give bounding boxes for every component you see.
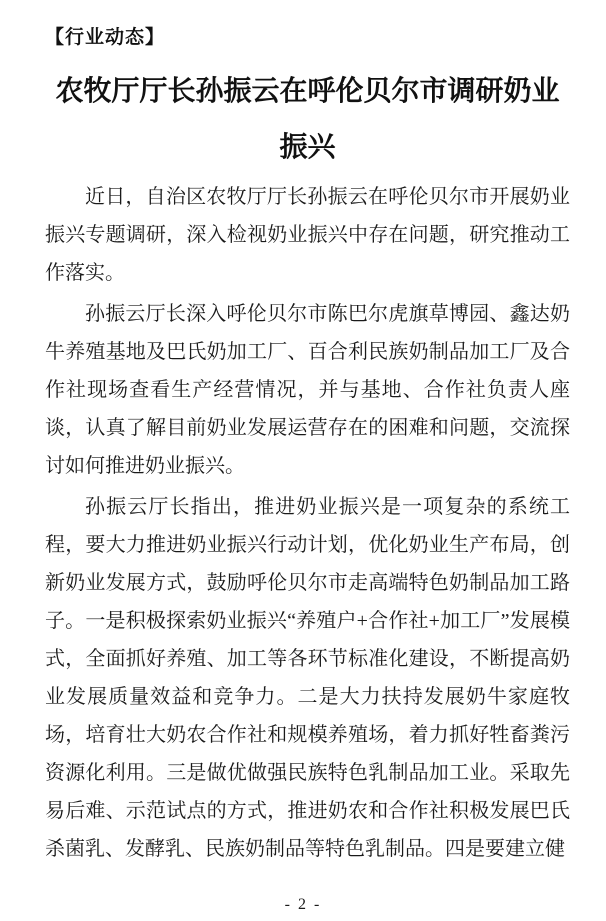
document-title: 农牧厅厅长孙振云在呼伦贝尔市调研奶业振兴 [55, 76, 560, 163]
section-header: 【行业动态】 [45, 27, 166, 48]
paragraph-3: 孙振云厅长指出，推进奶业振兴是一项复杂的系统工程，要大力推进奶业振兴行动计划，优化奶业生产布局，创新奶业发展方式，鼓励呼伦贝尔市走高端特色奶制品加工路子。一是积极探索奶业振兴“养殖户+合作社+加工厂”发展模式，全面抓好养殖、加工等各环节标准化建设，不断提高奶业发展质量效益和竞争力。二是大力扶持发展奶牛家庭牧场，培育壮大奶农合作社和规模养殖场，着力抓好牲畜粪污资源化利用。三是做优做强民族特色乳制品加工业。采取先易后难、示范试点的方式，推进奶农和合作社积极发展巴氏杀菌乳、发酵乳、民族奶制品等特色乳制品。四是要建立健 [45, 496, 570, 860]
paragraph-2: 孙振云厅长深入呼伦贝尔市陈巴尔虎旗草博园、鑫达奶牛养殖基地及巴氏奶加工厂、百合利民族奶制品加工厂及合作社现场查看生产经营情况，并与基地、合作社负责人座谈，认真了解目前奶业发展运营存在的困难和问题，交流探讨如何推进奶业振兴。 [45, 303, 570, 477]
page-number: - 2 - [284, 896, 322, 913]
paragraph-1: 近日，自治区农牧厅厅长孙振云在呼伦贝尔市开展奶业振兴专题调研，深入检视奶业振兴中存在问题，研究推动工作落实。 [45, 186, 570, 284]
document-body [45, 178, 570, 868]
